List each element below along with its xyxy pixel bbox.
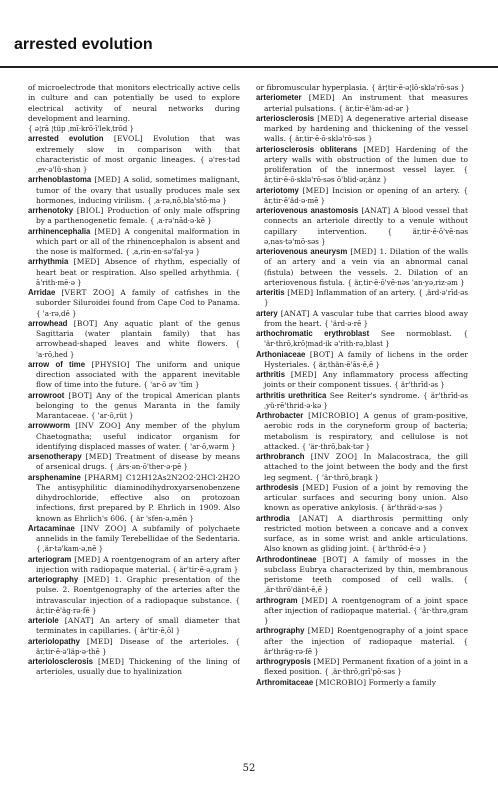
entry-term: arthrobranch: [256, 452, 305, 461]
entry-field: [ANAT]: [299, 513, 329, 523]
entry-term: arteriovenous aneurysm: [256, 247, 348, 256]
entry-definition: Fusion of a joint by removing the articular surfaces and securing bony union. Also known as operative ankylosis.: [264, 482, 468, 513]
entry-pronunciation: { 'är·thrō,bak·tər }: [301, 441, 371, 451]
dictionary-entry: [28, 657, 240, 678]
dictionary-entry: [28, 637, 240, 658]
entry-term: arrhythmia: [28, 257, 69, 267]
entry-term: arteriography: [28, 575, 79, 584]
entry-field: [VERT ZOO]: [61, 288, 115, 297]
dictionary-entry: [256, 483, 468, 514]
entry-pronunciation: { 'ar·ō,wərm }: [183, 441, 236, 451]
entry-definition: or fibromuscular hyperplasia.: [256, 83, 369, 92]
dictionary-entry: [256, 391, 468, 412]
entry-field: [MED]: [317, 113, 344, 123]
header-rule: [0, 66, 498, 68]
entry-pronunciation: { ˌa·rə'nād·ə·kē }: [149, 216, 212, 226]
dictionary-entry: [256, 329, 468, 350]
entry-definition: A blood vessel that connects an arteriole directly to a venule without capillary intervention.: [264, 206, 468, 236]
entry-definition: The uniform and unique direction associated with the apparent inevitable flow of time into the future.: [36, 359, 240, 390]
entry-field: [MED]: [94, 175, 121, 185]
dictionary-entry: [28, 360, 240, 391]
entry-definition: Formerly a family: [368, 677, 436, 687]
entry-field: [MED]: [85, 452, 112, 461]
entry-field: [MED]: [350, 247, 377, 256]
entry-pronunciation: { ˌär·tə'kam·ə,nē }: [36, 544, 104, 554]
running-head: arrested evolution: [14, 36, 153, 53]
entry-pronunciation: { 'ar·ō,rüt }: [90, 411, 134, 420]
entry-definition: A congenital malformation in which part or all of the rhinencephalon is absent and the nose is malformed.: [36, 226, 240, 256]
entry-term: arthrodesis: [256, 482, 299, 492]
dictionary-entry: [256, 678, 468, 688]
entry-definition: An instrument that measures arterial pulsations.: [264, 93, 468, 113]
entry-pronunciation: { är'thrīd·əs ˌyü·rē'thrid·ə·kə }: [264, 390, 468, 410]
entry-definition: Any inflammatory process affecting joints or their component tissues.: [264, 370, 468, 390]
entry-field: [MED]: [73, 257, 100, 267]
entry-pronunciation: { ā'rith·mē·ə }: [36, 267, 240, 287]
entry-pronunciation: { är,tir·ē·ō'vē·nəs 'an·yə,riz·əm }: [347, 277, 465, 287]
dictionary-entry: [28, 288, 240, 319]
dictionary-entry: [256, 657, 468, 678]
entry-pronunciation: { 'a·rō,hed }: [36, 339, 240, 359]
entry-pronunciation: { är,tir·ē'äd·ə·mē }: [264, 185, 468, 205]
entry-definition: An artery of small diameter that terminates in capillaries.: [36, 616, 240, 636]
entry-pronunciation: { är'thrōd·ē·ə }: [371, 544, 428, 554]
entry-term: arteriole: [28, 616, 59, 625]
dictionary-entry: [28, 206, 240, 227]
entry-term: arrhenotoky: [28, 206, 74, 215]
entry-definition: A roentgenogram of an artery after injection with radiopaque material.: [36, 554, 240, 574]
entry-pronunciation: { är 'sfen·ə,mēn }: [129, 513, 194, 523]
dictionary-entry: [256, 555, 468, 596]
dictionary-entry: [256, 186, 468, 207]
entry-field: [INV ZOO]: [75, 421, 121, 431]
entry-definition: A vascular tube that carries blood away from the heart.: [264, 308, 468, 328]
entry-pronunciation: { är'thrīd·əs }: [394, 380, 445, 390]
entry-pronunciation: { ˌa,rin·en·sə'fal·yə }: [125, 247, 201, 256]
entry-field: [MED]: [287, 288, 314, 297]
entry-pronunciation: { är,tir·ē·ō·sklə'rō·səs ō'blid·ər,änz }: [264, 165, 468, 185]
dictionary-entry: [256, 514, 468, 555]
entry-field: [MED]: [302, 185, 329, 195]
entry-field: [MED]: [94, 226, 121, 236]
dictionary-entry: [28, 124, 240, 134]
dictionary-entry: [28, 319, 240, 360]
entry-term: arsphenamine: [28, 472, 81, 482]
entry-definition: See normoblast.: [380, 329, 452, 338]
entry-definition: Disease of the arterioles.: [119, 636, 229, 646]
entry-field: [MICROBIO]: [308, 411, 359, 420]
dictionary-entry: [256, 93, 468, 114]
entry-term: arteriometer: [256, 93, 302, 103]
entry-definition: In Malacostraca, the gill attached to the joint between the body and the first leg segment.: [264, 452, 468, 482]
entry-pronunciation: { ˌärs·ən·ō'ther·ə·pē }: [109, 462, 189, 472]
entry-pronunciation: { 'är·thrō,krō¦mad·ik ə'rith·rə,blast }: [264, 329, 468, 349]
entry-term: arteriosclerosis obliterans: [256, 144, 358, 154]
entry-definition: C12H12As2N2O2·2HCl·2H2O The antisyphilitic diaminodihydroxyarsenobenzene dihydrochloride, effective also on protozoan infections, first prepared by P. Ehrlich in 1909. Also known as Ehrlich's 606.: [36, 472, 240, 523]
entry-term: arthrography: [256, 626, 305, 636]
entry-term: arrhenoblastoma: [28, 175, 92, 185]
entry-definition: Any aquatic plant of the genus Sagittaria (water plantain family) that has arrowhead-shaped leaves and white flowers.: [36, 318, 240, 349]
dictionary-entry: [256, 411, 468, 452]
dictionary-entry: [28, 257, 240, 288]
entry-term: arthochromatic erythroblast: [256, 329, 370, 338]
entry-field: [MED]: [290, 370, 317, 379]
entry-term: arthrogryposis: [256, 657, 312, 666]
entry-term: Artacaminae: [28, 523, 75, 533]
entry-pronunciation: { är,tir·ē·ə'läp·ə·thē }: [36, 636, 240, 656]
entry-term: arrow of time: [28, 359, 86, 369]
dictionary-entry: [256, 288, 468, 309]
entry-term: Arthromitaceae: [256, 677, 314, 687]
entry-definition: Permanent fixation of a joint in a flexed position.: [264, 657, 468, 677]
entry-term: arteriolopathy: [28, 636, 80, 646]
entry-field: [ANAT]: [64, 616, 94, 625]
dictionary-entry: [28, 473, 240, 524]
entry-definition: Hardening of the artery walls with obstruction of the lumen due to proliferation of the innermost vessel layer.: [264, 144, 468, 174]
dictionary-entry: [256, 452, 468, 483]
dictionary-entry: [28, 175, 240, 206]
entry-pronunciation: { är,tir·ē'äm·əd·ər }: [338, 103, 410, 113]
entry-definition: Inflammation of an artery.: [315, 288, 416, 297]
entry-pronunciation: { 'a·rə,dē }: [36, 308, 77, 318]
entry-term: arsenotherapy: [28, 452, 82, 461]
dictionary-entry: [256, 309, 468, 330]
entry-term: arrested evolution: [28, 134, 104, 144]
entry-term: arrhinencephalia: [28, 226, 91, 236]
entry-definition: Treatment of disease by means of arsenical drugs.: [36, 452, 240, 472]
entry-term: Arthoniaceae: [256, 349, 306, 359]
entry-pronunciation: { är¦tir·ē·ə¦lō·sklə'rō·səs }: [371, 83, 466, 92]
entry-term: arthrogram: [256, 595, 298, 605]
dictionary-entry: [256, 206, 468, 247]
entry-term: arrowhead: [28, 318, 68, 328]
entry-definition: A roentgenogram of a joint space after injection of radiopaque material.: [264, 595, 468, 615]
dictionary-entry: [256, 626, 468, 657]
entry-definition: Roentgenography of a joint space after the injection of radiopaque material.: [264, 626, 468, 646]
dictionary-entry: [28, 83, 240, 124]
entry-definition: Any member of the phylum Chaetognatha; useful indicator organism for identifying displaced masses of water.: [36, 421, 240, 451]
entry-field: [MED]: [307, 626, 334, 636]
entry-pronunciation: { är'thräg·rə·fē }: [264, 636, 468, 656]
entry-pronunciation: { är'thräd·ə·səs }: [380, 503, 444, 513]
entry-field: [MED]: [83, 575, 110, 584]
entry-term: arthritis: [256, 370, 286, 379]
entry-pronunciation: { är,thän·ē'ās·ē,ē }: [312, 359, 381, 369]
entry-field: [ANAT]: [280, 308, 310, 318]
entry-field: [MED]: [308, 93, 335, 103]
entry-pronunciation: { 'är·thrō,braŋk }: [315, 472, 380, 482]
entry-pronunciation: { ˌär·thrō,grī'pō·səs }: [324, 667, 402, 677]
entry-field: [PHARM]: [84, 472, 123, 482]
left-column: [28, 83, 240, 753]
entry-field: [BOT]: [73, 318, 98, 328]
entry-term: arteriotomy: [256, 185, 299, 195]
entry-definition: of microelectrode that monitors electrically active cells in culture and can potentially be used to explore electrical activity of neural networks during development and learning.: [28, 83, 240, 123]
entry-definition: A diarthrosis permitting only restricted motion between a concave and a convex surface, as in some wrist and ankle articulations. Also known as gliding joint.: [264, 513, 468, 554]
entry-pronunciation: { är,tir·ē'äg·rə·fē }: [36, 595, 240, 615]
entry-term: arthritis urethritica: [256, 390, 327, 400]
dictionary-entry: [256, 114, 468, 145]
entry-pronunciation: { är'tir·ē·ə,gram }: [172, 564, 239, 574]
entry-term: arteriolosclerosis: [28, 657, 94, 666]
entry-pronunciation: { 'är·thrə,gram }: [264, 605, 468, 625]
entry-pronunciation: { ˌär·thrō'dänt·ē,ē }: [264, 575, 468, 595]
entry-definition: A family of mosses in the subclass Eubrya characterized by thin, membranous peristome teeth composed of cell walls.: [264, 554, 468, 584]
entry-pronunciation: { ə¦rā ¦tüp ˌmī·krō·ī'lekˌtrōd }: [28, 124, 135, 133]
dictionary-entry: [256, 596, 468, 627]
entry-field: [EVOL]: [113, 134, 143, 144]
entry-term: Arthrobacter: [256, 411, 304, 420]
entry-definition: Thickening of the lining of arterioles, usually due to hyalinization: [36, 657, 240, 677]
entry-term: arrowroot: [28, 390, 65, 400]
dictionary-entry: [28, 391, 240, 422]
entry-field: [BOT]: [309, 349, 334, 359]
page-number: 52: [242, 763, 256, 774]
entry-definition: Incision or opening of an artery.: [332, 185, 460, 195]
dictionary-entry: [256, 247, 468, 288]
entry-field: [MED]: [313, 657, 340, 666]
entry-definition: Evolution that was extremely slow in comparison with that characteristic of most organic lineages.: [36, 134, 240, 164]
entry-pronunciation: { är,tir·ē·ō'vē·nəs ə,nas·tə'mō·səs }: [264, 226, 468, 246]
entry-field: [PHYSIO]: [91, 359, 130, 369]
entry-pronunciation: { är'tir·ē,ōl }: [133, 626, 181, 636]
dictionary-entry: [28, 134, 240, 175]
entry-definition: A genus of gram-positive, aerobic rods in the coryneform group of bacteria; metabolism is respiratory, and cellulose is not attacked.: [264, 411, 468, 451]
entry-definition: A subfamily of polychaete annelids in the family Terebellidae of the Sedentaria.: [36, 523, 240, 543]
entry-definition: See Reiter's syndrome.: [329, 390, 420, 400]
entry-field: [BOT]: [323, 554, 347, 564]
entry-term: arrowworm: [28, 421, 71, 431]
dictionary-entry: [256, 370, 468, 391]
dictionary-entry: [28, 227, 240, 258]
entry-field: [INV ZOO]: [80, 523, 127, 533]
entry-definition: Production of only male offspring by a parthenogenetic female.: [36, 206, 240, 226]
entry-definition: 1. Graphic presentation of the pulse. 2. Roentgenography of the arteries after the intravascular injection of a radiopaque substance.: [36, 575, 240, 605]
entry-term: Arridae: [28, 288, 56, 297]
entry-field: [ANAT]: [361, 206, 391, 215]
dictionary-entry: [256, 350, 468, 371]
dictionary-entry: [28, 575, 240, 616]
entry-field: [MED]: [301, 595, 328, 605]
entry-field: [BIOL]: [76, 206, 104, 215]
right-column: [256, 83, 468, 753]
entry-pronunciation: { ˌärd·ə'rīd·əs }: [264, 288, 468, 308]
entry-field: [MED]: [86, 636, 113, 646]
dictionary-entry: [256, 83, 468, 93]
entry-definition: A family of lichens in the order Hysteriales.: [264, 349, 468, 369]
entry-term: arteriogram: [28, 554, 72, 564]
dictionary-entry: [28, 555, 240, 576]
entry-term: arthrodia: [256, 513, 290, 523]
entry-definition: 1. Dilation of the walls of an artery and a vein via an abnormal canal (fistula) between the vessels. 2. Dilation of an arteriovenous fistula.: [264, 247, 468, 287]
entry-field: [MICROBIO]: [315, 677, 367, 687]
entry-pronunciation: { är,tir·ē·ō·sklə'rō·səs }: [288, 134, 373, 144]
entry-definition: A family of catfishes in the suborder Siluroidei found from Cape Cod to Panama.: [36, 288, 240, 308]
entry-field: [BOT]: [68, 390, 93, 400]
dictionary-entry: [28, 616, 240, 637]
entry-term: arteriovenous anastomosis: [256, 206, 359, 215]
entry-term: Arthrodontineae: [256, 554, 317, 564]
entry-definition: A solid, sometimes malignant, tumor of the ovary that usually produces male sex hormones, inducing virilism.: [36, 175, 240, 205]
entry-field: [MED]: [302, 482, 329, 492]
dictionary-entry: [28, 421, 240, 452]
entry-field: [MED]: [98, 657, 125, 666]
entry-pronunciation: { ə'res·təd ˌev·ə'lü·shən }: [36, 154, 240, 174]
entry-term: arteriosclerosis: [256, 113, 315, 123]
entry-field: [MED]: [74, 554, 101, 564]
entry-definition: A degenerative arterial disease marked by hardening and thickening of the vessel walls.: [264, 113, 468, 144]
entry-definition: Absence of rhythm, especially of heart beat or respiration. Also spelled arhythmia.: [36, 257, 240, 277]
entry-field: [MED]: [363, 144, 390, 154]
entry-pronunciation: { 'ar·ō əv 'tīm }: [143, 380, 200, 390]
entry-pronunciation: { 'ärd·ə·rē }: [324, 318, 369, 328]
dictionary-entry: [28, 524, 240, 555]
entry-definition: Any of the tropical American plants belonging to the genus Maranta in the family Marantaceae.: [36, 390, 240, 420]
dictionary-entry: [256, 145, 468, 186]
entry-term: arteritis: [256, 288, 285, 297]
entry-term: artery: [256, 308, 278, 318]
dictionary-entry: [28, 452, 240, 473]
entry-pronunciation: { ˌa·rə,nō,bla'stō·mə }: [147, 195, 227, 205]
entry-field: [INV ZOO]: [310, 452, 358, 461]
